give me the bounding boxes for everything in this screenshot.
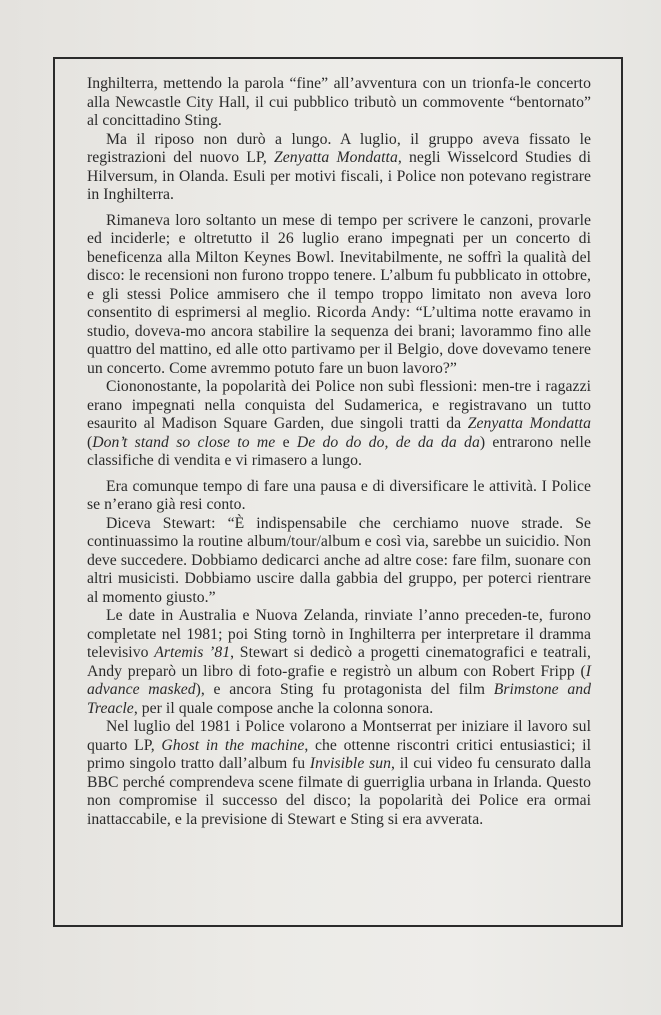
text-body — [87, 75, 591, 829]
paragraph-7: Le date in Australia e Nuova Zelanda, rinviate l’anno preceden-te, furono completate nel 1981; poi Sting tornò in Inghilterra per interpretare il dramma televisivo Artemis ’81, Stewart si dedicò a progetti cinematografici e teatrali, Andy preparò un libro di foto-grafie e registrò un album con Robert Fripp (I advance masked), e ancora Sting fu protagonista del film Brimstone and Treacle, per il quale compose anche la colonna sonora. — [87, 607, 592, 717]
paragraph-1: Inghilterra, mettendo la parola “fine” all’avventura con un trionfa-le concerto alla Newcastle City Hall, il cui pubblico tributò un commovente “bentornato” al concittadino Sting. — [87, 75, 591, 129]
paragraph-6: Diceva Stewart: “È indispensabile che cerchiamo nuove strade. Se continuassimo la routine album/tour/album e così via, sarebbe un suicidio. Non deve succedere. Dobbiamo dedicarci anche ad altre cose: fare film, suonare con altri musicisti. Dobbiamo uscire dalla gabbia del gruppo, per poterci rientrare al momento giusto.” — [87, 514, 591, 606]
paragraph-8: Nel luglio del 1981 i Police volarono a Montserrat per iniziare il lavoro sul quarto LP, Ghost in the machine, che ottenne riscontri critici entusiastici; il primo singolo tratto dall’album fu Invisible sun, il cui video fu censurato dalla BBC perché comprendeva scene filmate di guerriglia urbana in Irlanda. Questo non compromise il successo del disco; la popolarità dei Police era ormai inattaccabile, e la previsione di Stewart e Sting si era avverata. — [87, 718, 591, 828]
paragraph-3: Rimaneva loro soltanto un mese di tempo per scrivere le canzoni, provarle ed inciderle; e oltretutto il 26 luglio erano impegnati per un concerto di beneficenza alla Milton Keynes Bowl. Inevitabilmente, ne soffrì la qualità del disco: le recensioni non furono troppo tenere. L’album fu pubblicato in ottobre, e gli stessi Police ammisero che il tempo troppo limitato non aveva loro consentito di esprimersi al meglio. Ricorda Andy: “L’ultima notte eravamo in studio, doveva-mo ancora stabilire la sequenza dei brani; lavorammo fino alle quattro del mattino, ed alle otto partivamo per il Belgio, dove dovevamo tenere un concerto. Come avremmo potuto fare un buon lavoro?” — [87, 211, 591, 377]
paragraph-4: Ciononostante, la popolarità dei Police non subì flessioni: men-tre i ragazzi erano impegnati nella conquista del Sudamerica, e registravano un tutto esaurito al Madison Square Garden, due singoli tratti da Zenyatta Mondatta (Don’t stand so close to me e De do do do, de da da da) entrarono nelle classifiche di vendita e vi rimasero a lungo. — [87, 378, 591, 469]
paragraph-5: Era comunque tempo di fare una pausa e di diversificare le attività. I Police se n’erano già resi conto. — [87, 477, 591, 513]
paragraph-2: Ma il riposo non durò a lungo. A luglio, il gruppo aveva fissato le registrazioni del nuovo LP, Zenyatta Mondatta, negli Wisselcord Studies di Hilversum, in Olanda. Esuli per motivi fiscali, i Police non potevano registrare in Inghilterra. — [87, 130, 591, 203]
